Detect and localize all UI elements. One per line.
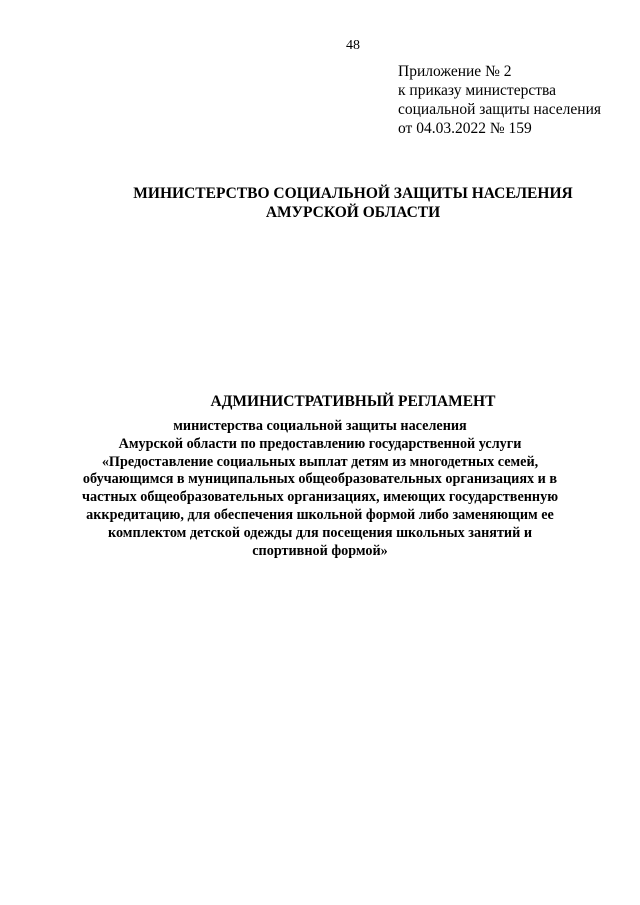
regulation-subtitle-line: обучающимся в муниципальных общеобразовательных организациях и в	[82, 471, 558, 488]
appendix-line: от 04.03.2022 № 159	[398, 120, 532, 137]
appendix-reference	[398, 62, 601, 138]
regulation-title: АДМИНИСТРАТИВНЫЙ РЕГЛАМЕНТ	[210, 393, 496, 410]
regulation-subtitle-line: министерства социальной защиты населения	[173, 418, 467, 434]
appendix-line: социальной защиты населения	[398, 101, 602, 118]
appendix-line: Приложение № 2	[398, 63, 512, 80]
regulation-subtitle-line: комплектом детской одежды для посещения школьных занятий и	[107, 524, 532, 541]
ministry-heading-line: АМУРСКОЙ ОБЛАСТИ	[265, 204, 441, 221]
ministry-heading	[0, 184, 640, 222]
regulation-subtitle-line: спортивной формой»	[252, 542, 388, 559]
appendix-line: к приказу министерства	[398, 82, 556, 99]
regulation-subtitle-line: аккредитацию, для обеспечения школьной формой либо заменяющим ее	[86, 506, 554, 523]
regulation-subtitle-line: частных общеобразовательных организациях, имеющих государственную	[81, 489, 559, 506]
regulation-subtitle-line: Амурской области по предоставлению государственной услуги	[118, 435, 522, 452]
ministry-heading-line: МИНИСТЕРСТВО СОЦИАЛЬНОЙ ЗАЩИТЫ НАСЕЛЕНИЯ	[133, 185, 573, 202]
page-number: 48	[346, 38, 360, 53]
regulation-subtitle-line: «Предоставление социальных выплат детям из многодетных семей,	[101, 453, 539, 470]
regulation-subtitle	[0, 418, 640, 560]
